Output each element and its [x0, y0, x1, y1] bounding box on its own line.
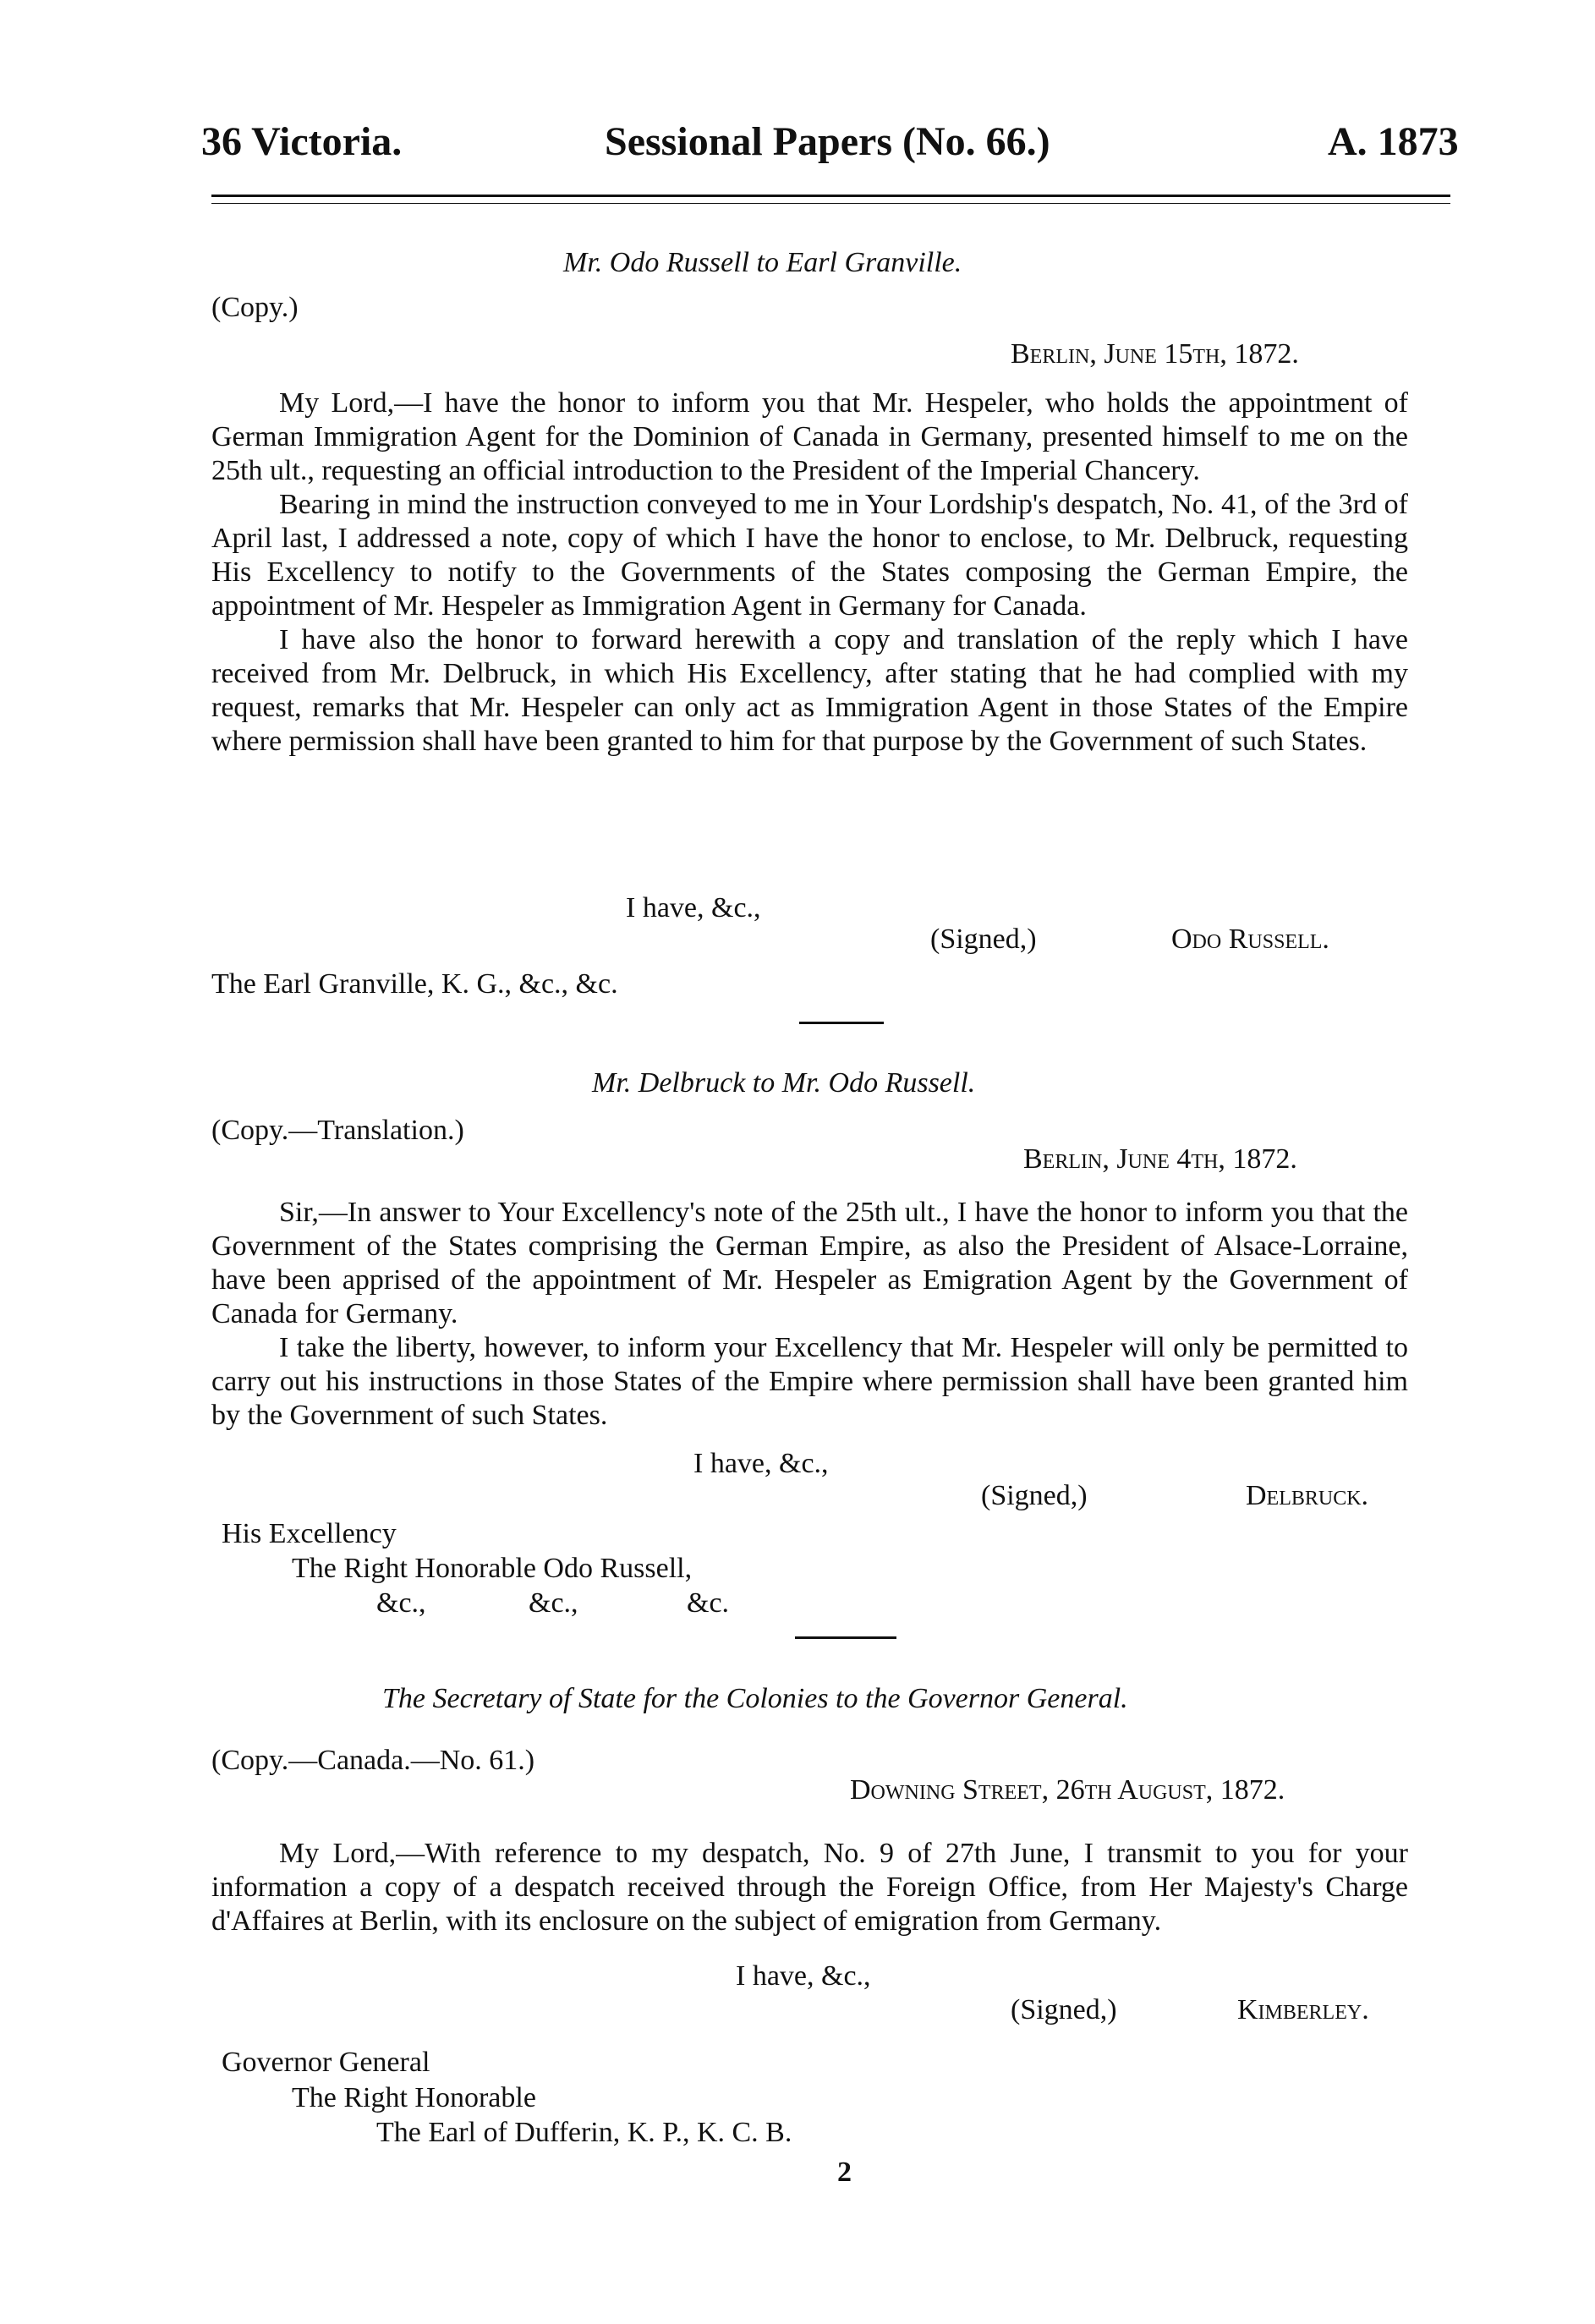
letter-1-paragraph: Bearing in mind the instruction conveyed to me in Your Lordship's despatch, No. 41, of the 3rd of April last, I addressed a note, copy of which I have the honor to enclose, to Mr. Delbruck, requesting His Excellency to notify to the Governments of the States composing the German Empire, the appointment of Mr. Hespeler as Immigration Agent in Germany for Canada.	[211, 489, 1408, 622]
letter-3-addressee-line: The Right Honorable	[292, 2082, 536, 2113]
letter-1-paragraph: I have also the honor to forward herewith a copy and translation of the reply which I have received from Mr. Delbruck, in which His Excellency, after stating that he had complied with my request, remarks that Mr. Hespeler can only act as Immigration Agent in those States of the Empire where permission shall have been granted to him for that purpose by the Government of such States.	[211, 624, 1408, 757]
letter-3-closing: I have, &c.,	[736, 1960, 871, 1992]
letter-2-paragraph: I take the liberty, however, to inform your Excellency that Mr. Hespeler will only be permitted to carry out his instructions in those States of the Empire where permission shall have been granted him by the Government of such States.	[211, 1332, 1408, 1431]
header-volume: 36 Victoria.	[201, 119, 403, 164]
letter-2-paragraph: Sir,—In answer to Your Excellency's note of the 25th ult., I have the honor to inform you that the Government of the States comprising the German Empire, as also the President of Alsace-Lorraine, have been apprised of the appointment of Mr. Hespeler as Emigration Agent by the Government of Canada for Germany.	[211, 1197, 1408, 1329]
letter-1-closing: I have, &c.,	[626, 892, 761, 924]
letter-2-signed: (Signed,)	[981, 1480, 1088, 1511]
letter-1-paragraph: My Lord,—I have the honor to inform you that Mr. Hespeler, who holds the appointment of German Immigration Agent for the Dominion of Canada in Germany, presented himself to me on the 25th ult., requesting an official introduction to the President of the Imperial Chancery.	[211, 387, 1408, 486]
header-year: A. 1873	[1328, 119, 1459, 164]
letter-3-paragraph: My Lord,—With reference to my despatch, No. 9 of 27th June, I transmit to you for your information a copy of a despatch received through the Foreign Office, from Her Majesty's Charge d'Affaires at Berlin, with its enclosure on the subject of emigration from Germany.	[211, 1838, 1408, 1937]
header-rule-thin	[211, 203, 1450, 204]
letter-1-addressee: The Earl Granville, K. G., &c., &c.	[211, 968, 618, 1000]
letter-2-title: Mr. Delbruck to Mr. Odo Russell.	[592, 1067, 976, 1099]
letter-3-body	[211, 1837, 1408, 1938]
letter-2-addressee-etc: &c.,	[529, 1587, 578, 1619]
section-separator	[799, 1022, 884, 1024]
letter-2-dateline: Berlin, June 4th, 1872.	[1023, 1143, 1297, 1175]
letter-1-body	[211, 386, 1408, 759]
letter-3-signed: (Signed,)	[1011, 1994, 1117, 2025]
header-sessional-papers: Sessional Papers (No. 66.)	[605, 119, 1050, 164]
letter-3-dateline: Downing Street, 26th August, 1872.	[850, 1774, 1285, 1806]
letter-1-title: Mr. Odo Russell to Earl Granville.	[563, 247, 962, 278]
letter-1-signed: (Signed,)	[930, 924, 1037, 955]
section-separator	[795, 1636, 896, 1639]
letter-1-dateline: Berlin, June 15th, 1872.	[1011, 338, 1299, 370]
letter-3-signature: Kimberley.	[1237, 1994, 1369, 2025]
letter-2-addressee-etc: &c.,	[376, 1587, 426, 1619]
letter-2-signature: Delbruck.	[1246, 1480, 1369, 1511]
letter-2-addressee-line: His Excellency	[222, 1518, 397, 1549]
letter-1-signature: Odo Russell.	[1171, 924, 1329, 955]
letter-3-addressee-line: Governor General	[222, 2047, 430, 2078]
letter-3-addressee-line: The Earl of Dufferin, K. P., K. C. B.	[376, 2117, 792, 2148]
letter-3-title: The Secretary of State for the Colonies to the Governor General.	[382, 1683, 1128, 1714]
letter-2-closing: I have, &c.,	[693, 1448, 829, 1479]
letter-1-copy-note: (Copy.)	[211, 292, 299, 323]
letter-2-addressee-etc: &c.	[687, 1587, 730, 1619]
letter-2-body	[211, 1196, 1408, 1433]
page-number: 2	[837, 2157, 852, 2188]
header-rule-thick	[211, 195, 1450, 197]
letter-2-copy-note: (Copy.—Translation.)	[211, 1115, 464, 1146]
letter-2-addressee-line: The Right Honorable Odo Russell,	[292, 1553, 693, 1584]
letter-3-copy-note: (Copy.—Canada.—No. 61.)	[211, 1745, 535, 1776]
